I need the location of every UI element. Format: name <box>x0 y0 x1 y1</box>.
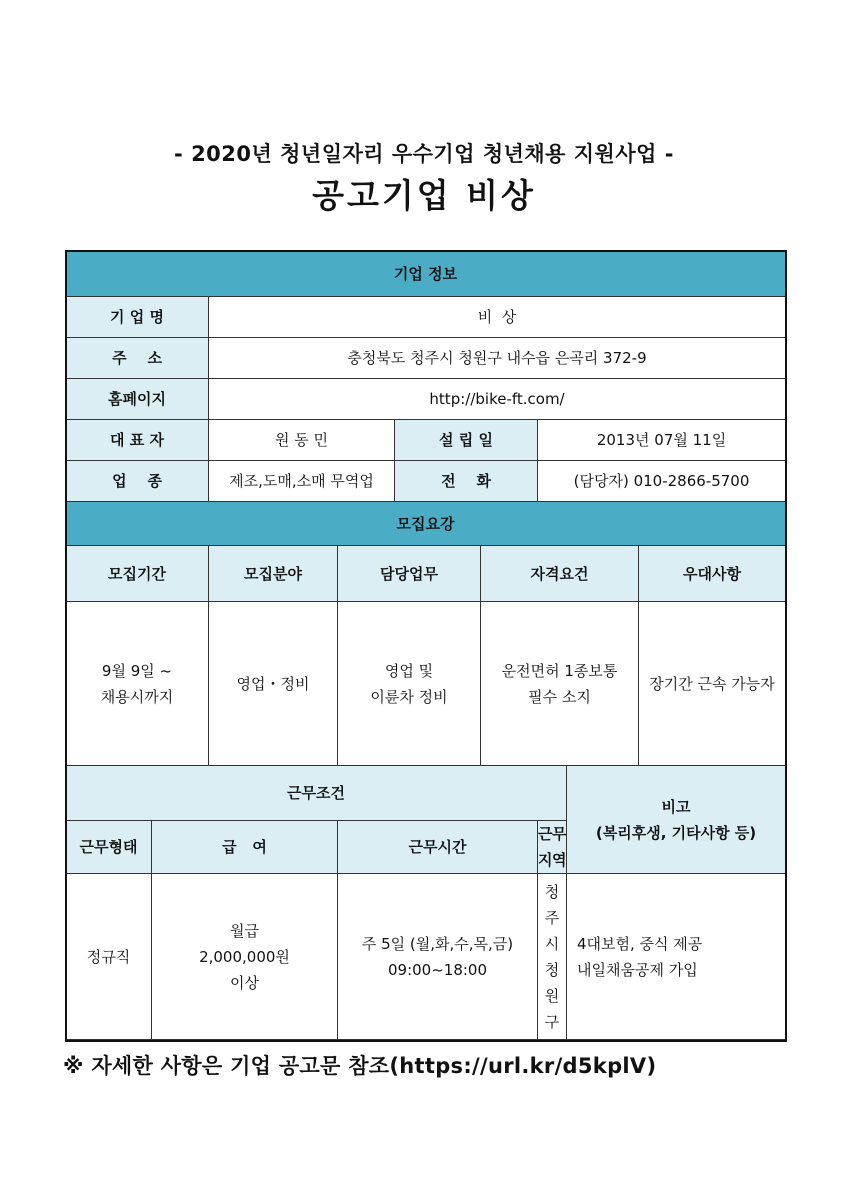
remarks-title: 비고 <box>661 797 691 816</box>
work-hours-value <box>338 874 538 1040</box>
footer-note: ※ 자세한 사항은 기업 공고문 참조(https://url.kr/d5kplV) <box>63 1054 657 1078</box>
homepage-label: 홈페이지 <box>66 379 209 420</box>
remarks-value <box>567 874 786 1040</box>
address-value: 충청북도 청주시 청원구 내수읍 은곡리 372-9 <box>209 338 786 379</box>
founded-value: 2013년 07월 11일 <box>538 420 786 461</box>
work-location-line: 청주시 <box>544 882 560 953</box>
recruit-preference-value: 장기간 근속 가능자 <box>639 602 786 766</box>
recruit-duty-line: 이륜차 정비 <box>370 687 448 706</box>
recruit-duty-line: 영업 및 <box>384 661 434 680</box>
work-location-value <box>538 874 567 1040</box>
recruit-duty-value <box>338 602 481 766</box>
company-name-label: 기 업 명 <box>66 297 209 338</box>
remarks-header <box>567 766 786 874</box>
recruit-period-header: 모집기간 <box>66 546 209 602</box>
company-info-header: 기업 정보 <box>66 251 786 297</box>
page-title: 공고기업 비상 <box>312 176 536 215</box>
salary-line: 2,000,000원 <box>199 947 290 966</box>
ceo-value: 원 동 민 <box>209 420 395 461</box>
phone-value: (담당자) 010-2866-5700 <box>538 461 786 502</box>
work-hours-line: 주 5일 (월,화,수,목,금) <box>361 934 514 953</box>
salary-header: 급 여 <box>152 821 338 874</box>
salary-line: 이상 <box>230 973 259 992</box>
industry-label: 업 종 <box>66 461 209 502</box>
remarks-line: 4대보험, 중식 제공 <box>577 934 703 953</box>
recruit-preference-header: 우대사항 <box>639 546 786 602</box>
address-label: 주 소 <box>66 338 209 379</box>
recruit-period-line: 채용시까지 <box>100 687 174 706</box>
recruit-period-value <box>66 602 209 766</box>
recruit-field-header: 모집분야 <box>209 546 338 602</box>
recruit-header: 모집요강 <box>66 502 786 546</box>
ceo-label: 대 표 자 <box>66 420 209 461</box>
work-conditions-header: 근무조건 <box>66 766 567 821</box>
work-location-line: 청원구 <box>544 960 560 1031</box>
recruit-qualification-value <box>481 602 639 766</box>
phone-label: 전 화 <box>395 461 538 502</box>
job-posting-table <box>65 250 786 1040</box>
founded-label: 설 립 일 <box>395 420 538 461</box>
work-hours-header: 근무시간 <box>338 821 538 874</box>
salary-line: 월급 <box>230 921 259 940</box>
company-name-value: 비 상 <box>209 297 786 338</box>
remarks-subtitle: (복리후생, 기타사항 등) <box>595 823 757 842</box>
recruit-period-line: 9월 9일 ~ <box>101 661 173 680</box>
recruit-field-value: 영업・정비 <box>209 602 338 766</box>
homepage-link[interactable]: http://bike-ft.com/ <box>209 379 786 420</box>
remarks-line: 내일채움공제 가입 <box>577 960 698 979</box>
recruit-duty-header: 담당업무 <box>338 546 481 602</box>
recruit-qualification-line: 필수 소지 <box>528 687 591 706</box>
work-location-header: 근무지역 <box>538 821 567 874</box>
industry-value: 제조,도매,소매 무역업 <box>209 461 395 502</box>
work-type-header: 근무형태 <box>66 821 152 874</box>
work-type-value: 정규직 <box>66 874 152 1040</box>
recruit-qualification-header: 자격요건 <box>481 546 639 602</box>
subtitle: - 2020년 청년일자리 우수기업 청년채용 지원사업 - <box>174 142 674 166</box>
salary-value <box>152 874 338 1040</box>
work-hours-line: 09:00~18:00 <box>387 960 488 979</box>
recruit-qualification-line: 운전면허 1종보통 <box>501 661 618 680</box>
